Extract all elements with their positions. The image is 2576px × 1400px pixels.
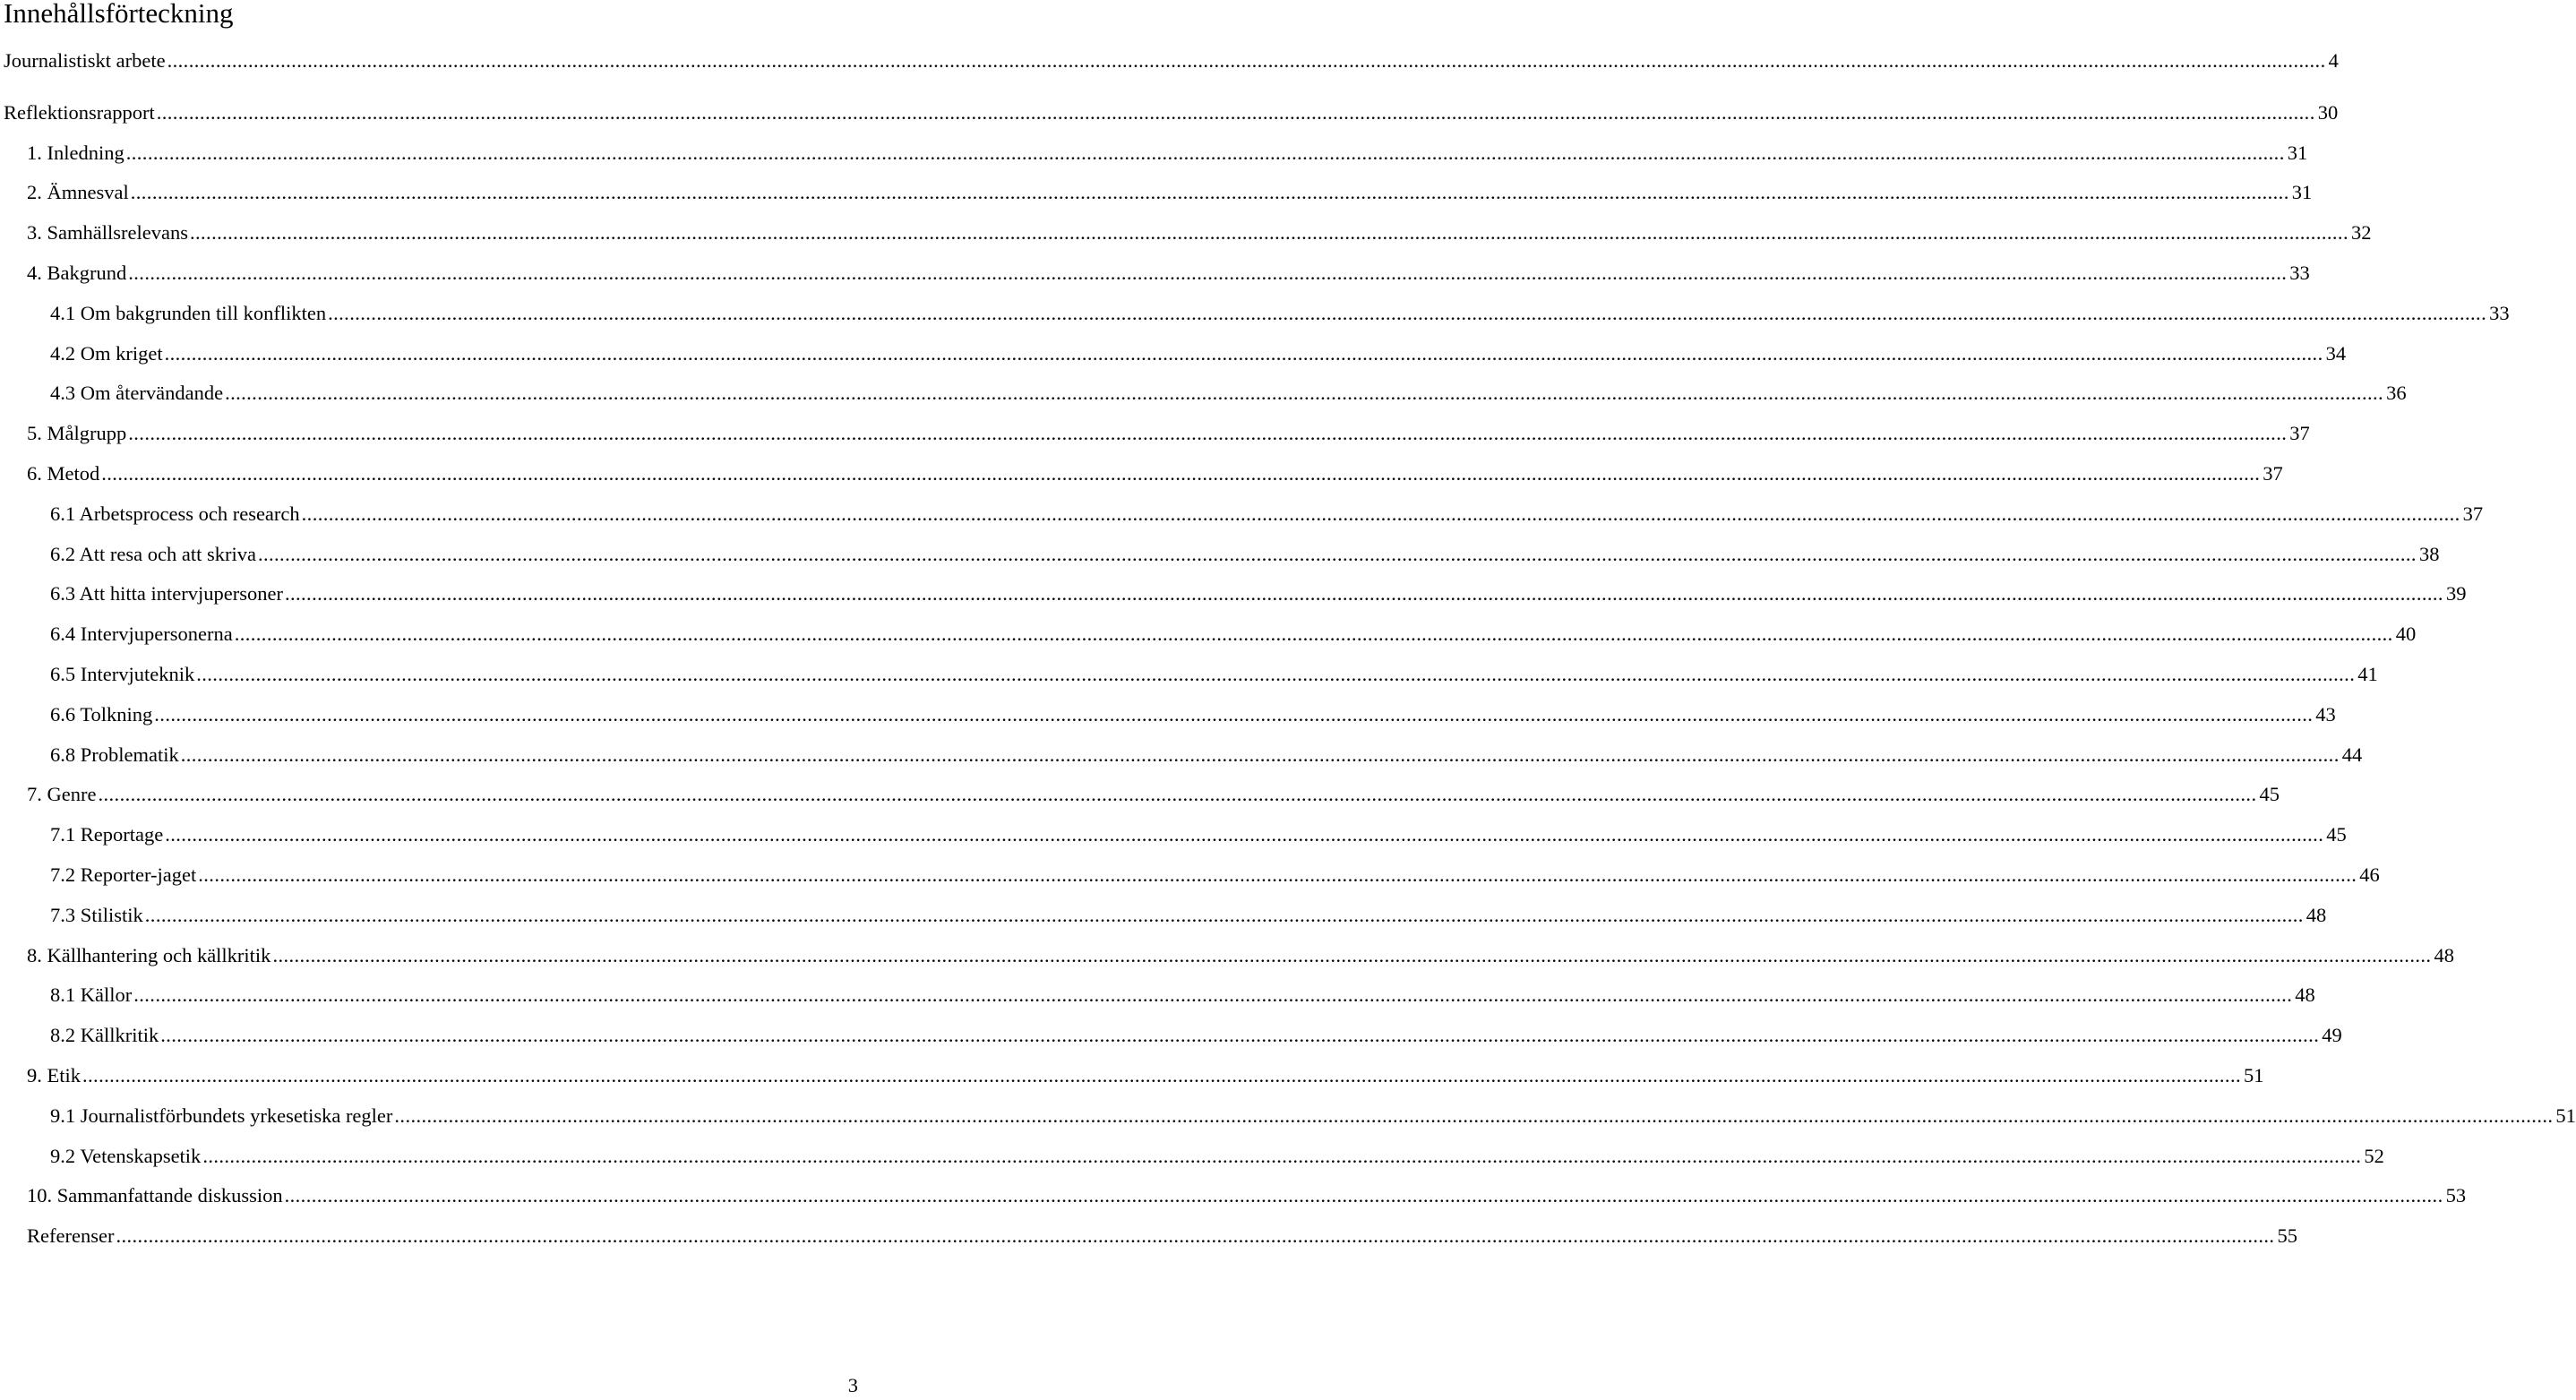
toc-entry-inledning[interactable]	[27, 140, 2308, 167]
toc-entry-page: 51	[2555, 1104, 2576, 1127]
toc-entry-bakgrund[interactable]	[27, 260, 2310, 287]
toc-entry-label: 7. Genre	[27, 783, 97, 805]
toc-entry-att-resa[interactable]	[50, 541, 2440, 568]
toc-entry-label: 6.5 Intervjuteknik	[50, 663, 195, 685]
toc-entry-label: Referenser	[27, 1224, 115, 1247]
dot-leader: ................................................................................................................................................................................................................................................................................................................................................................................................................	[101, 462, 2261, 485]
toc-entry-journalistiskt-arbete[interactable]	[4, 47, 2339, 74]
dot-leader: ................................................................................................................................................................................................................................................................................................................................................................................................................	[164, 342, 2323, 365]
toc-entry-label: 8.1 Källor	[50, 983, 133, 1006]
toc-entry-page: 37	[2462, 502, 2484, 525]
toc-entry-genre[interactable]	[27, 781, 2280, 808]
toc-entry-om-atervandande[interactable]	[50, 380, 2407, 407]
toc-entry-label: 9. Etik	[27, 1064, 81, 1087]
toc-entry-label: 6.8 Problematik	[50, 743, 179, 766]
toc-entry-label: 7.2 Reporter-jaget	[50, 863, 197, 886]
toc-entry-page: 33	[2289, 262, 2310, 284]
toc-entry-page: 37	[2263, 462, 2283, 485]
toc-entry-page: 30	[2317, 101, 2339, 124]
toc-entry-reflektionsrapport[interactable]	[4, 99, 2339, 126]
toc-entry-label: 6. Metod	[27, 462, 100, 485]
dot-leader: ................................................................................................................................................................................................................................................................................................................................................................................................................	[202, 1145, 2362, 1167]
dot-leader: ................................................................................................................................................................................................................................................................................................................................................................................................................	[98, 783, 2257, 805]
page-number: 3	[847, 1374, 858, 1396]
toc-entry-label: 9.2 Vetenskapsetik	[50, 1145, 202, 1167]
toc-entry-page: 37	[2289, 422, 2310, 444]
toc-entry-page: 48	[2306, 904, 2327, 926]
dot-leader: ................................................................................................................................................................................................................................................................................................................................................................................................................	[125, 142, 2285, 164]
toc-entry-label: 6.4 Intervjupersonerna	[50, 623, 233, 645]
toc-entry-page: 48	[2295, 983, 2315, 1006]
dot-leader: ................................................................................................................................................................................................................................................................................................................................................................................................................	[328, 302, 2487, 324]
toc-entry-label: 4.2 Om kriget	[50, 342, 163, 365]
toc-entry-page: 53	[2445, 1184, 2467, 1207]
toc-entry-page: 40	[2395, 623, 2417, 645]
dot-leader: ................................................................................................................................................................................................................................................................................................................................................................................................................	[128, 262, 2288, 284]
toc-entry-om-kriget[interactable]	[50, 340, 2347, 367]
dot-leader: ................................................................................................................................................................................................................................................................................................................................................................................................................	[128, 422, 2288, 444]
toc-entry-page: 48	[2434, 944, 2454, 966]
toc-entry-label: 8.2 Källkritik	[50, 1024, 159, 1046]
toc-entry-page: 36	[2386, 382, 2407, 404]
toc-entry-label: 3. Samhällsrelevans	[27, 221, 188, 244]
toc-entry-label: 4.3 Om återvändande	[50, 382, 224, 404]
toc-entry-label: 7.1 Reportage	[50, 823, 164, 846]
dot-leader: ................................................................................................................................................................................................................................................................................................................................................................................................................	[154, 703, 2314, 726]
toc-entry-page: 49	[2322, 1024, 2342, 1046]
dot-leader: ................................................................................................................................................................................................................................................................................................................................................................................................................	[167, 49, 2326, 72]
toc-entry-page: 33	[2489, 302, 2510, 324]
toc-entry-intervjuteknik[interactable]	[50, 661, 2378, 688]
toc-entry-om-bakgrunden[interactable]	[50, 300, 2510, 327]
toc-entry-label: 6.1 Arbetsprocess och research	[50, 502, 300, 525]
toc-entry-att-hitta[interactable]	[50, 580, 2467, 607]
toc-entry-label: Journalistiskt arbete	[4, 49, 166, 72]
toc-entry-label: 5. Målgrupp	[27, 422, 127, 444]
toc-entry-page: 55	[2277, 1224, 2297, 1247]
toc-entry-label: 10. Sammanfattande diskussion	[27, 1184, 283, 1207]
toc-entry-stilistik[interactable]	[50, 902, 2327, 929]
toc-entry-label: 6.3 Att hitta intervjupersoner	[50, 582, 283, 605]
toc-entry-page: 43	[2315, 703, 2336, 726]
toc-entry-page: 52	[2364, 1145, 2384, 1167]
toc-entry-page: 46	[2359, 863, 2380, 886]
dot-leader: ................................................................................................................................................................................................................................................................................................................................................................................................................	[189, 221, 2348, 244]
toc-entry-label: 4.1 Om bakgrunden till konflikten	[50, 302, 327, 324]
dot-leader: ................................................................................................................................................................................................................................................................................................................................................................................................................	[301, 502, 2460, 525]
dot-leader: ................................................................................................................................................................................................................................................................................................................................................................................................................	[272, 944, 2432, 966]
toc-entry-label: 8. Källhantering och källkritik	[27, 944, 271, 966]
dot-leader: ................................................................................................................................................................................................................................................................................................................................................................................................................	[156, 101, 2315, 124]
dot-leader: ................................................................................................................................................................................................................................................................................................................................................................................................................	[165, 823, 2324, 846]
toc-entry-kallkritik[interactable]	[50, 1022, 2342, 1049]
toc-entry-page: 45	[2326, 823, 2347, 846]
toc-entry-kallor[interactable]	[50, 982, 2315, 1009]
toc-entry-yrkesetiska-regler[interactable]	[50, 1103, 2576, 1129]
toc-entry-reportage[interactable]	[50, 821, 2347, 848]
toc-entry-label: 1. Inledning	[27, 142, 125, 164]
dot-leader: ................................................................................................................................................................................................................................................................................................................................................................................................................	[225, 382, 2384, 404]
dot-leader: ................................................................................................................................................................................................................................................................................................................................................................................................................	[284, 1184, 2443, 1207]
toc-entry-label: 6.6 Tolkning	[50, 703, 153, 726]
toc-entry-page: 44	[2341, 743, 2363, 766]
toc-entry-label: 9.1 Journalistförbundets yrkesetiska regler	[50, 1104, 393, 1127]
dot-leader: ................................................................................................................................................................................................................................................................................................................................................................................................................	[196, 663, 2356, 685]
toc-entry-page: 34	[2325, 342, 2347, 365]
toc-entry-reporter-jaget[interactable]	[50, 862, 2380, 889]
dot-leader: ................................................................................................................................................................................................................................................................................................................................................................................................................	[234, 623, 2393, 645]
toc-entry-label: Reflektionsrapport	[4, 101, 155, 124]
toc-entry-label: 7.3 Stilistik	[50, 904, 143, 926]
toc-entry-page: 38	[2418, 543, 2440, 565]
dot-leader: ................................................................................................................................................................................................................................................................................................................................................................................................................	[198, 863, 2357, 886]
toc-entry-label: 2. Ämnesval	[27, 181, 129, 203]
dot-leader: ................................................................................................................................................................................................................................................................................................................................................................................................................	[130, 181, 2289, 203]
toc-entry-page: 39	[2445, 582, 2467, 605]
dot-leader: ................................................................................................................................................................................................................................................................................................................................................................................................................	[133, 983, 2293, 1006]
toc-title: Innehållsförteckning	[4, 0, 234, 29]
toc-entry-page: 31	[2287, 142, 2308, 164]
toc-entry-kallhantering[interactable]	[27, 942, 2454, 969]
toc-entry-page: 41	[2357, 663, 2378, 685]
dot-leader: ................................................................................................................................................................................................................................................................................................................................................................................................................	[160, 1024, 2320, 1046]
toc-entry-tolkning[interactable]	[50, 701, 2336, 728]
toc-entry-intervjupersonerna[interactable]	[50, 621, 2417, 648]
dot-leader: ................................................................................................................................................................................................................................................................................................................................................................................................................	[82, 1064, 2241, 1087]
toc-entry-malgrupp[interactable]	[27, 420, 2310, 447]
toc-entry-label: 4. Bakgrund	[27, 262, 127, 284]
toc-entry-amnesval[interactable]	[27, 179, 2313, 206]
toc-entry-arbetsprocess[interactable]	[50, 501, 2484, 528]
dot-leader: ................................................................................................................................................................................................................................................................................................................................................................................................................	[116, 1224, 2275, 1247]
dot-leader: ................................................................................................................................................................................................................................................................................................................................................................................................................	[144, 904, 2304, 926]
toc-entry-vetenskapsetik[interactable]	[50, 1143, 2384, 1170]
toc-entry-samhallsrelevans[interactable]	[27, 219, 2372, 246]
dot-leader: ................................................................................................................................................................................................................................................................................................................................................................................................................	[284, 582, 2443, 605]
toc-entry-etik[interactable]	[27, 1062, 2264, 1089]
dot-leader: ................................................................................................................................................................................................................................................................................................................................................................................................................	[394, 1104, 2554, 1127]
toc-entry-problematik[interactable]	[50, 742, 2363, 769]
dot-leader: ................................................................................................................................................................................................................................................................................................................................................................................................................	[257, 543, 2417, 565]
toc-entry-metod[interactable]	[27, 460, 2283, 487]
toc-entry-page: 45	[2259, 783, 2280, 805]
toc-entry-page: 51	[2244, 1064, 2264, 1087]
toc-entry-label: 6.2 Att resa och att skriva	[50, 543, 256, 565]
toc-entry-referenser[interactable]	[27, 1223, 2297, 1250]
toc-entry-sammanfattande-diskussion[interactable]	[27, 1182, 2467, 1209]
toc-entry-page: 4	[2328, 49, 2339, 72]
toc-entry-page: 32	[2350, 221, 2372, 244]
dot-leader: ................................................................................................................................................................................................................................................................................................................................................................................................................	[180, 743, 2340, 766]
toc-entry-page: 31	[2291, 181, 2313, 203]
